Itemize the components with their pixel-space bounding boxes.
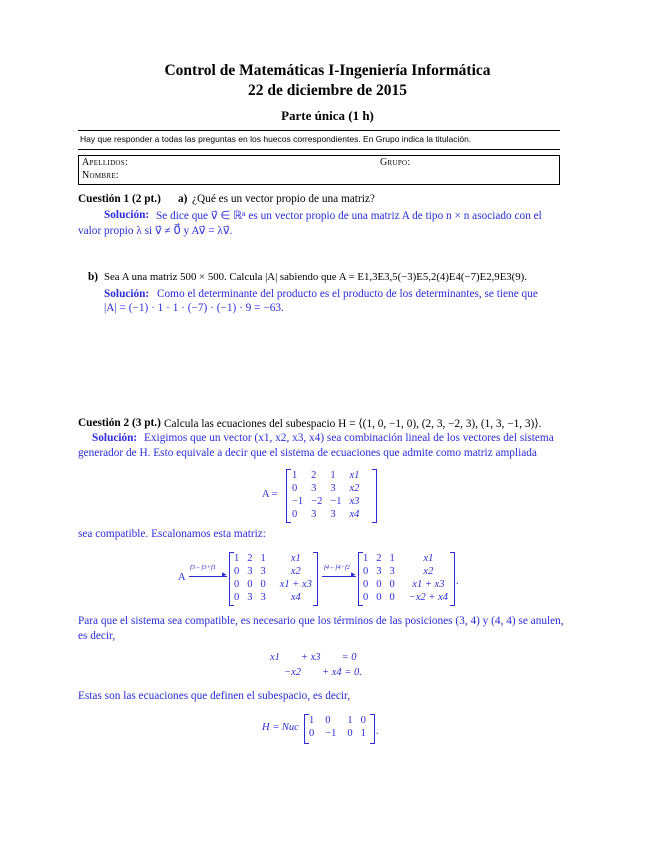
matrix-cell: 3 — [330, 509, 336, 520]
matrix-cell: 1 — [363, 553, 369, 564]
matrix-b — [230, 552, 316, 604]
matrix-cell: x1 — [349, 470, 360, 481]
matrix-cell: 0 — [247, 579, 253, 590]
matrix-cell: x1 + x3 — [412, 579, 445, 590]
matrix-cell: 0 — [363, 579, 369, 590]
q2-text: Calcula las ecuaciones del subespacio H = ⟨(1, 0, −1, 0), (2, 3, −2, 3), (1, 3, −1, 3)⟩. — [164, 418, 542, 430]
q2-solution-line2: generador de H. Esto equivale a decir que el sistema de ecuaciones que admite como matriz ampliada — [78, 447, 537, 459]
q1b-solution-line2: |A| = (−1) · 1 · 1 · (−7) · (−1) · 9 = −63. — [104, 302, 284, 314]
condition-line2: es decir, — [78, 630, 116, 642]
matrix-cell: 0 — [376, 579, 382, 590]
q1-label: Cuestión 1 (2 pt.) — [78, 193, 161, 205]
matrix-cell: −2 — [311, 496, 323, 507]
matrix-nuc — [305, 714, 370, 740]
equation-2: −x2 + x4 = 0. — [284, 667, 362, 678]
grupo-label: Grupo: — [380, 157, 411, 168]
q1b-solution-label: Solución: — [104, 288, 150, 300]
nuc-period: . — [376, 726, 379, 737]
matrix-c-right-bracket — [450, 552, 455, 606]
nuc-label: H = Nuc — [262, 722, 299, 733]
matrix-cell: 1 — [389, 553, 395, 564]
matrix-cell: 0 — [363, 566, 369, 577]
exam-part: Parte única (1 h) — [281, 108, 374, 123]
arrow-2-head: ▸ — [351, 569, 356, 579]
matrix-cell: 2 — [311, 470, 317, 481]
q1b-label: b) — [88, 271, 99, 283]
compat-text: sea compatible. Escalonamos esta matriz: — [78, 528, 266, 540]
q1b-text: Sea A una matriz 500 × 500. Calcula |A| sabiendo que A = E1,3E3,5(−3)E5,2(4)E4(−7)E2,9E3(9). — [104, 271, 527, 283]
condition-line1: Para que el sistema sea compatible, es necesario que los términos de las posiciones (3, 4) y (4, 4) se anulen, — [78, 615, 564, 627]
q1a-label: a) — [178, 193, 188, 205]
equation-1: x1 + x3 = 0 — [270, 652, 357, 663]
matrix-cell: 0 — [347, 728, 353, 739]
matrix-nuc-table — [305, 714, 370, 740]
matrix-cell: 3 — [260, 592, 266, 603]
ech-a-label: A — [178, 572, 186, 583]
row-op-1: f3←f3+f1 — [190, 564, 217, 571]
matrix-cell: 1 — [309, 715, 315, 726]
matrix-cell: 0 — [234, 592, 240, 603]
matrix-cell: 1 — [347, 715, 353, 726]
matrix-cell: x4 — [290, 592, 301, 603]
instructions: Hay que responder a todas las preguntas en los huecos correspondientes. En Grupo indica la titulación. — [80, 134, 472, 144]
matrix-nuc-right-bracket — [370, 714, 375, 744]
q2-solution-line1: Exigimos que un vector (x1, x2, x3, x4) sea combinación lineal de los vectores del sistema — [144, 432, 554, 444]
matrix-c-table — [359, 552, 452, 604]
matrix-cell: −1 — [325, 728, 337, 739]
q1b-solution-line1: Como el determinante del producto es el producto de los determinantes, se tiene que — [157, 288, 538, 300]
matrix-cell: 0 — [260, 579, 266, 590]
matrix-cell: 3 — [330, 483, 336, 494]
matrix-cell: x1 — [290, 553, 301, 564]
matrix-cell: 0 — [292, 483, 298, 494]
q2-solution-label: Solución: — [92, 432, 138, 444]
matrix-cell: 0 — [234, 579, 240, 590]
matrix-cell: x2 — [290, 566, 301, 577]
matrix-cell: 0 — [309, 728, 315, 739]
matrix-a-right-bracket — [372, 469, 377, 523]
matrix-cell: 0 — [376, 592, 382, 603]
exam-title: Control de Matemáticas I-Ingeniería Informática — [164, 62, 491, 79]
q1a-solution-label: Solución: — [104, 209, 150, 221]
matrix-cell: 0 — [292, 509, 298, 520]
matrix-c — [359, 552, 452, 604]
matrix-cell: 0 — [389, 579, 395, 590]
matrix-cell: 0 — [234, 566, 240, 577]
ech-period: . — [456, 576, 459, 587]
matrix-cell: 3 — [247, 566, 253, 577]
q2-label: Cuestión 2 (3 pt.) — [78, 417, 161, 429]
matrix-cell: 1 — [260, 553, 266, 564]
matrix-cell: 1 — [360, 728, 366, 739]
matrix-a — [288, 469, 363, 521]
q1a-text: ¿Qué es un vector propio de una matriz? — [192, 193, 375, 205]
matrix-b-table — [230, 552, 316, 604]
matrix-cell: x1 — [423, 553, 434, 564]
matrix-cell: 3 — [311, 509, 317, 520]
divider-bottom — [78, 149, 560, 150]
matrix-cell: 0 — [389, 592, 395, 603]
matrix-cell: 3 — [389, 566, 395, 577]
matrix-cell: x2 — [423, 566, 434, 577]
exam-date: 22 de diciembre de 2015 — [247, 82, 407, 99]
matrix-cell: 3 — [376, 566, 382, 577]
divider-top — [78, 130, 560, 131]
matrix-cell: 3 — [247, 592, 253, 603]
matrix-cell: 0 — [325, 715, 331, 726]
q1a-solution-line1: Se dice que v⃗ ∈ ℝⁿ es un vector propio de una matriz A de tipo n × n asociado con el — [156, 210, 542, 222]
nombre-label: Nombre: — [82, 170, 119, 181]
q1a-solution-line2: valor propio λ si v⃗ ≠ 0⃗ y Av⃗ = λv⃗. — [78, 225, 233, 237]
matrix-cell: 3 — [311, 483, 317, 494]
apellidos-label: Apellidos: — [82, 157, 129, 168]
matrix-cell: 0 — [363, 592, 369, 603]
matrix-cell: 1 — [292, 470, 298, 481]
matrix-cell: 0 — [360, 715, 366, 726]
matrix-cell: x3 — [349, 496, 360, 507]
matrix-cell: 2 — [247, 553, 253, 564]
matrix-cell: 3 — [260, 566, 266, 577]
row-op-2: f4←f4−f2 — [324, 564, 351, 571]
matrix-a-label: A = — [262, 489, 278, 500]
matrix-cell: x1 + x3 — [279, 579, 312, 590]
matrix-cell: −x2 + x4 — [408, 592, 448, 603]
matrix-cell: x2 — [349, 483, 360, 494]
student-info-box — [78, 155, 560, 185]
matrix-a-table — [288, 469, 363, 521]
final-text: Estas son las ecuaciones que definen el subespacio, es decir, — [78, 690, 351, 702]
arrow-1-head: ▸ — [222, 569, 227, 579]
matrix-b-right-bracket — [313, 552, 318, 606]
matrix-cell: 2 — [376, 553, 382, 564]
matrix-cell: −1 — [292, 496, 304, 507]
matrix-cell: −1 — [330, 496, 342, 507]
matrix-cell: x4 — [349, 509, 360, 520]
matrix-cell: 1 — [234, 553, 240, 564]
matrix-cell: 1 — [330, 470, 336, 481]
